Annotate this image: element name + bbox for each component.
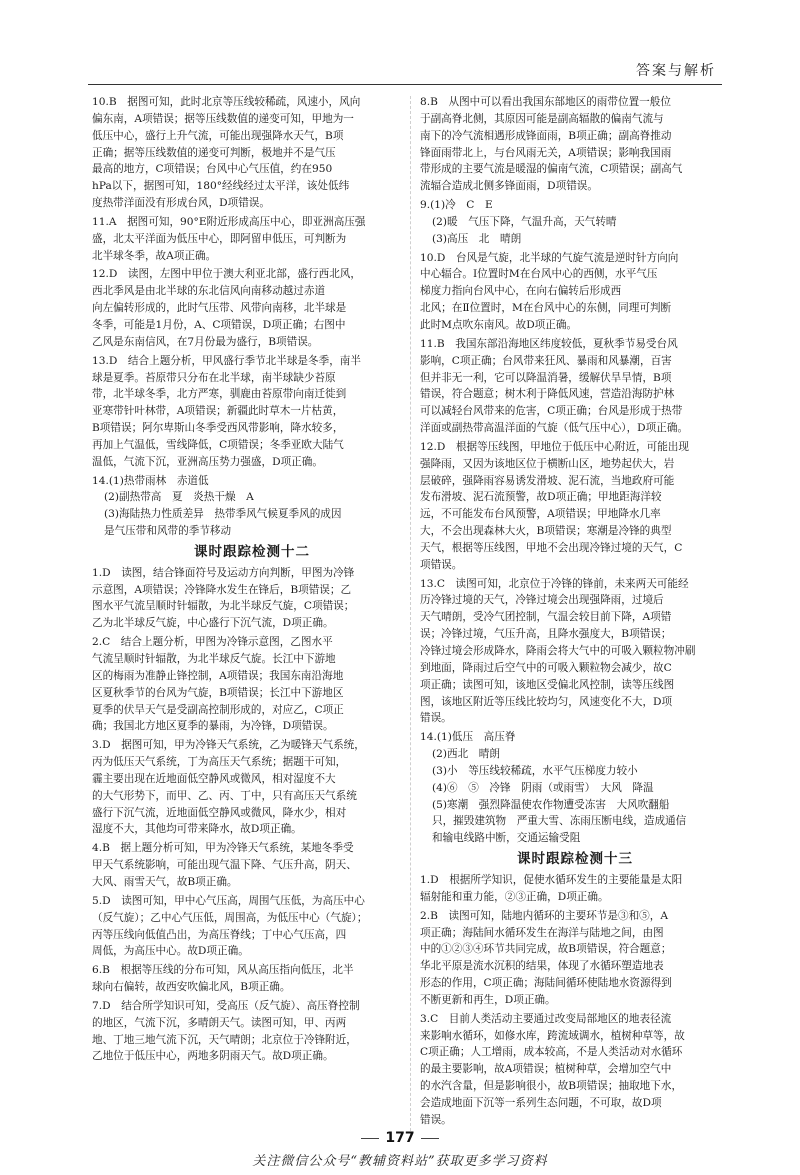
answer-line: 偏东南，A项错误；据等压线数值的递变可知，甲地为一 [92,112,354,125]
answer-line: 历冷锋过境的天气，冷锋过境会出现强降雨，过境后 [420,594,664,607]
answer-line: 丙等压线向低值凸出，为高压脊线；丁中心气压高，四 [92,928,347,941]
answer-item [420,94,730,195]
answer-line: 盛行下沉气流，近地面低空静风或微风，降水少，相对 [92,806,347,819]
answer-line: 远，不可能发布台风预警，A项错误；甲地降水几率 [420,508,661,521]
answer-line: 此时M点吹东南风。故D项正确。 [420,318,578,331]
answer-line: 乙地位于低压中心，两地多阴雨天气。故D项正确。 [92,1050,334,1063]
answer-line: 周低，为高压中心。故D项正确。 [92,945,249,958]
answer-line: 流辐合造成北侧多锋面雨，D项错误。 [420,180,598,193]
answer-line: (2)暖 气压下降，气温升高，天气转晴 [432,215,617,228]
answer-line: 和输电线路中断，交通运输受阻 [432,832,581,845]
answer-item [420,250,730,334]
answer-line: 洋面或副热带高温洋面的气旋（低气压中心），D项正确。 [420,422,689,435]
answer-line: 发布滑坡、泥石流预警，故D项正确；甲地距海洋较 [420,491,662,504]
header-title: 答案与解析 [636,63,716,79]
answer-line: 确；我国北方地区夏季的暴雨，为冷锋，D项错误。 [92,720,334,733]
answer-line: 球向右偏转，故西安吹偏北风，B项正确。 [92,981,291,994]
answer-line: 1.D 读图，结合锋面符号及运动方向判断，甲图为冷锋 [92,566,355,579]
answer-line: 温低，气流下沉，亚洲高压势力强盛，D项正确。 [92,455,323,468]
answer-item [92,214,412,265]
answer-line: 示意图，A项错误；冷锋降水发生在锋后，B项错误；乙 [92,583,352,596]
answer-item [92,565,412,632]
answer-line: 区的梅雨为准静止锋控制，A项错误；我国东南沿海地 [92,669,344,682]
answer-line: （反气旋）；乙中心气压低，周围高，为低压中心（气旋）； [92,911,368,924]
answer-line: 9.(1)冷 C E [420,199,493,212]
answer-line: 区夏秋季节的台风为气旋，B项错误；长江中下游地区 [92,686,344,699]
answer-line: 5.D 读图可知，甲中心气压高，周围气压低，为高压中心 [92,894,365,907]
answer-line: 华北平原是流水沉积的结果，体现了水循环塑造地表 [420,960,664,973]
answer-line: 错误，符合题意；树木利于降低风速，营造沿海防护林 [420,388,675,401]
answer-line: hPa以下，据图可知，180°经线经过太平洋，该处低纬 [92,180,350,193]
page-number-text: 177 [385,1130,415,1146]
answer-line: B项错误；阿尔卑斯山冬季受西风带影响，降水较多， [92,422,344,435]
answer-line: 3.C 目前人类活动主要通过改变局部地区的地表径流 [420,1012,672,1025]
answer-line: 地、丁地三地气流下沉，天气晴朗；北京位于冷锋附近， [92,1033,357,1046]
answer-line: 再加上气温低，雪线降低，C项错误；冬季亚欧大陆气 [92,438,344,451]
answer-item [92,634,412,735]
answer-item [92,353,412,471]
answer-item [92,998,412,1065]
answer-line: (4)⑥ ⑤ 冷锋 阴雨（或雨雪） 大风 降温 [432,781,654,794]
answer-line: 项错误。 [420,558,463,571]
answer-line: 2.B 读图可知，陆地内循环的主要环节是③和⑤，A [420,909,669,922]
answer-line: 霾主要出现在近地面低空静风或微风，相对湿度不大 [92,772,336,785]
answer-line: 天气晴朗，受冷气团控制，气温会较目前下降，A项错 [420,611,672,624]
answer-line: 夏季的伏旱天气是受副高控制形成的，对应乙，C项正 [92,703,344,716]
answer-line: 亚寒带针叶林带，A项错误；新疆此时草木一片枯黄， [92,405,344,418]
answer-line: 不断更新和再生，D项正确。 [420,993,556,1006]
answer-line: 会造成地面下沉等一系列生态问题，不可取，故D项 [420,1096,662,1109]
answer-line: 低压中心，盛行上升气流，可能出现强降水天气，B项 [92,129,344,142]
answer-line: (2)西北 晴朗 [432,748,500,761]
answer-line: 的最主要影响，故A项错误；植树种草，会增加空气中 [420,1063,672,1076]
answer-line: (2)副热带高 夏 炎热干燥 A [104,491,254,504]
answer-line: 3.D 据图可知，甲为冷锋天气系统，乙为暖锋天气系统， [92,739,365,752]
answer-line: 可以减轻台风带来的危害，C项正确；台风是形成于热带 [420,405,683,418]
footer-note: 关注微信公众号“教辅资料站”获取更多学习资料 [252,1154,548,1169]
answer-item [92,473,412,540]
answer-line: 度热带洋面没有形成台风，D项错误。 [92,197,270,210]
answer-line: 最高的地方，C项错误；台风中心气压值，约在950 [92,163,333,176]
answer-item [420,336,730,437]
answer-line: 图水平气流呈顺时针辐散，为北半球反气旋，C项错误； [92,600,355,613]
dash-left [361,1138,379,1139]
answer-line: 的地区，气流下沉，多晴朗天气。读图可知，甲、丙两 [92,1016,347,1029]
answer-line: 盛，北太平洋面为低压中心，即阿留申低压，可判断为 [92,232,347,245]
answer-item [92,266,412,350]
answer-line: 形态的作用，C项正确；海陆间循环使陆地水资源得到 [420,977,672,990]
answer-line: 乙为北半球反气旋，中心盛行下沉气流，D项正确。 [92,617,334,630]
answer-line: (5)寒潮 强烈降温使农作物遭受冻害 大风吹翻船 [432,798,670,811]
answer-line: 11.B 我国东部沿海地区纬度较低，夏秋季节易受台风 [420,337,678,350]
answer-line: 层破碎，强降雨容易诱发滑坡、泥石流，当地政府可能 [420,474,675,487]
answer-line: 项正确；读图可知，该地区受偏北风控制，读等压线图 [420,678,675,691]
answer-line: 丙为低压天气系统，丁为高压天气系统；据题干可知， [92,756,347,769]
answer-item [420,908,730,1009]
answer-line: 天气，根据等压线图，甲地不会出现冷锋过境的天气，C [420,541,683,554]
answer-line: 10.B 据图可知，此时北京等压线较稀疏，风速小，风向 [92,96,361,108]
answer-line: 但并非无一利，它可以降温消暑，缓解伏旱旱情，B项 [420,371,672,384]
answer-line: 锋面雨带北上，与台风雨无关，A项错误；影响我国雨 [420,146,672,159]
answer-line: 带形成的主要气流是暖湿的偏南气流，C项错误；副高气 [420,163,683,176]
answer-item [92,893,412,960]
answer-line: 到地面，降雨过后空气中的可吸入颗粒物会减少，故C [420,661,672,674]
answer-line: 中的①②③④环节共同完成，故B项错误，符合题意； [420,943,672,956]
answer-item [92,962,412,996]
answer-item [420,872,730,906]
answer-line: 12.D 根据等压线图，甲地位于低压中心附近，可能出现 [420,440,689,453]
answer-line: 10.D 台风是气旋，北半球的气旋气流是逆时针方向向 [420,251,679,264]
answer-line: 14.(1)低压 高压脊 [420,731,516,744]
answer-line: 甲天气系统影响，可能出现气温下降、气压升高，阴天、 [92,859,357,872]
page-number [0,1130,800,1146]
answer-line: 7.D 结合所学知识可知，受高压（反气旋）、高压脊控制 [92,999,360,1012]
answer-line: 湿度不大，其他均可带来降水，故D项正确。 [92,823,302,836]
answer-line: 的大气形势下，而甲、乙、丙、丁中，只有高压天气系统 [92,789,357,802]
answer-line: 12.D 读图，左图中甲位于澳大利亚北部，盛行西北风， [92,268,361,281]
section-title: 课时跟踪检测十三 [517,851,633,868]
answer-line: 北风；在Ⅱ位置时，M在台风中心的东侧，同理可判断 [420,302,672,315]
answer-item [92,94,412,212]
answer-line: 来影响水循环，如修水库，跨流域调水，植树种草等，故 [420,1029,685,1042]
answer-line: 影响，C项正确；台风带来狂风、暴雨和风暴潮，百害 [420,354,672,367]
answer-item [420,576,730,728]
answer-line: 向左偏转形成的，此时气压带、风带向南移，北半球是 [92,302,347,315]
answer-line: 辐射能和重力能，②③正确，D项正确。 [420,890,609,903]
answer-line: 1.D 根据所学知识，促使水循环发生的主要能量是太阳 [420,873,683,886]
answer-item [92,840,412,891]
answer-line: 北半球冬季，故A项正确。 [92,249,217,262]
answer-line: (3)高压 北 晴朗 [432,232,522,245]
answer-line: (3)海陆热力性质差异 热带季风气候夏季风的成因 [104,508,342,521]
answer-line: 气流呈顺时针辐散，为北半球反气旋。长江中下游地 [92,653,336,665]
page-header [88,60,722,85]
answer-line: 带，北半球冬季，北方严寒，驯鹿由苔原带向南迁徙到 [92,388,347,401]
left-column [92,94,412,1067]
answer-line: 大风、雨雪天气，故B项正确。 [92,875,238,888]
answer-line: 图，该地区附近等压线比较均匀，风速变化不大，D项 [420,695,673,708]
answer-line: 大，不会出现森林大火，B项错误；寒潮是冷锋的典型 [420,525,672,538]
answer-line: 冷锋过境会形成降水，降雨会将大气中的可吸入颗粒物冲刷 [420,645,696,657]
answer-line: 误；冷锋过境，气压升高，且降水强度大，B项错误； [420,628,672,641]
answer-line: 13.C 读图可知，北京位于冷锋的锋前，未来两天可能经 [420,577,689,590]
answer-line: 强降雨，又因为该地区位于横断山区，地势起伏大，岩 [420,457,675,470]
answer-item [420,729,730,847]
answer-line: 正确；据等压线数值的递变可判断，极地并不是气压 [92,146,336,159]
dash-right [421,1138,439,1139]
answer-line: 6.B 根据等压线的分布可知，风从高压指向低压，北半 [92,964,354,977]
answer-item [420,439,730,574]
section-title: 课时跟踪检测十二 [194,543,310,560]
answer-line: 冬季，可能是1月份，A、C项错误，D项正确；右图中 [92,318,346,331]
answer-line: 是气压带和风带的季节移动 [104,525,232,538]
answer-line: 错误。 [420,712,452,725]
answer-line: 的水汽含量，但是影响很小，故B项错误；抽取地下水， [420,1080,683,1093]
answer-line: 8.B 从图中可以看出我国东部地区的雨带位置一般位 [420,96,671,108]
answer-line: 4.B 据上题分析可知，甲为冷锋天气系统，某地冬季受 [92,842,354,855]
answer-line: 13.D 结合上题分析，甲风盛行季节北半球是冬季，南半 [92,354,361,367]
answer-line: 梯度力指向台风中心，在向右偏转后形成西 [420,285,622,298]
answer-line: 只，摧毁建筑物 严重大雪、冻雨压断电线，造成通信 [432,815,687,828]
answer-line: 项正确；海陆间水循环发生在海洋与陆地之间，由图 [420,926,664,939]
answer-line: 中心辐合。Ⅰ位置时M在台风中心的西侧，水平气压 [420,268,658,281]
answer-line: 14.(1)热带雨林 赤道低 [92,474,209,487]
answer-item [420,1011,730,1129]
answer-line: 11.A 据图可知，90°E附近形成高压中心，即亚洲高压强 [92,215,366,228]
answer-line: 南下的冷气流相遇形成锋面雨，B项正确；副高脊推动 [420,129,672,142]
answer-item [92,737,412,838]
answer-line: 错误。 [420,1113,452,1126]
answer-line: 2.C 结合上题分析，甲图为冷锋示意图，乙图水平 [92,636,333,649]
answer-line: 于副高脊北侧，其原因可能是副高辐散的偏南气流与 [420,112,664,125]
right-column [420,94,730,1131]
answer-line: C项正确；人工增雨，成本较高，不是人类活动对水循环 [420,1046,683,1059]
answer-line: 乙风是东南信风，在7月份最为盛行，B项错误。 [92,335,319,348]
answer-line: 西北季风是由北半球的东北信风向南移动越过赤道 [92,285,326,298]
answer-line: (3)小 等压线较稀疏，水平气压梯度力较小 [432,764,638,777]
answer-line: 球是夏季。苔原带只分布在北半球，南半球缺少苔原 [92,371,336,384]
answer-item [420,197,730,248]
